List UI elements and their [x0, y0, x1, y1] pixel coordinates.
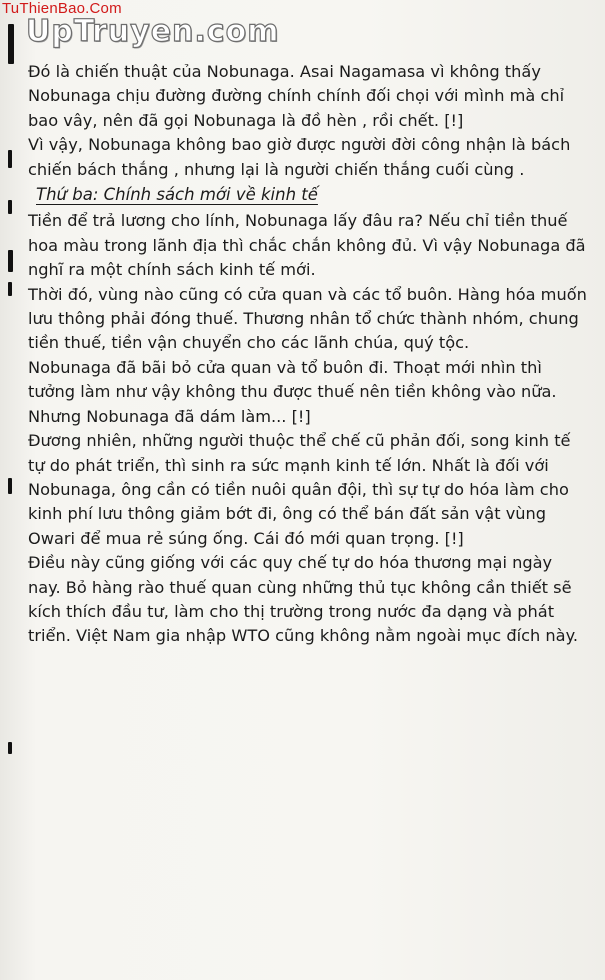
paragraph: Vì vậy, Nobunaga không bao giờ được người đời công nhận là bách chiến bách thắng , nhưng lại là người chiến thắng cuối cùng . — [28, 135, 571, 179]
margin-mark — [8, 250, 13, 272]
margin-mark — [8, 150, 12, 168]
paragraph: Thời đó, vùng nào cũng có cửa quan và các tổ buôn. Hàng hóa muốn lưu thông phải đóng thuế. Thương nhân tổ chức thành nhóm, chung tiền thuế, tiền vận chuyển cho các lãnh chúa, quý tộc. — [28, 284, 587, 353]
margin-mark — [8, 282, 12, 296]
margin-mark — [8, 24, 14, 64]
paragraph: Tiền để trả lương cho lính, Nobunaga lấy đâu ra? Nếu chỉ tiền thuế hoa màu trong lãnh địa thì chắc chắn không đủ. Vì vậy Nobunaga đã nghĩ ra một chính sách kinh tế mới. — [28, 211, 586, 280]
article-body — [28, 60, 588, 649]
margin-mark — [8, 478, 12, 494]
margin-mark — [8, 200, 12, 214]
paragraph: Đó là chiến thuật của Nobunaga. Asai Nagamasa vì không thấy Nobunaga chịu đường đường chính chính đối chọi với mình mà chỉ bao vây, nên đã gọi Nobunaga là đồ hèn , rồi chết. [!] — [28, 62, 565, 130]
watermark-site-name: TuThienBao.Com — [2, 0, 122, 17]
paragraph: Điều này cũng giống với các quy chế tự do hóa thương mại ngày nay. Bỏ hàng rào thuế quan cùng những thủ tục không cần thiết sẽ kích thích đầu tư, làm cho thị trường trong nước đa dạng và phát triển. Việt Nam gia nhập WTO cũng không nằm ngoài mục đích này. — [28, 553, 578, 646]
section-heading: Thứ ba: Chính sách mới về kinh tế — [36, 185, 318, 205]
margin-mark — [8, 742, 12, 754]
watermark-logo: UpTruyen.com — [26, 14, 280, 49]
paragraph: Nobunaga đã bãi bỏ cửa quan và tổ buôn đi. Thoạt mới nhìn thì tưởng làm như vậy không thu được thuế nên tiền không vào nữa. Nhưng Nobunaga đã dám làm... [!] — [28, 357, 557, 426]
paragraph: Đương nhiên, những người thuộc thể chế cũ phản đối, song kinh tế tự do phát triển, thì sinh ra sức mạnh kinh tế lớn. Nhất là đối với Nobunaga, ông cần có tiền nuôi quân đội, thì sự tự do hóa làm cho kinh phí lưu thông giảm bớt đi, ông có thể bán đất sản vật vùng Owari để mua rẻ súng ống. Cái đó mới quan trọng. [!] — [28, 431, 571, 548]
